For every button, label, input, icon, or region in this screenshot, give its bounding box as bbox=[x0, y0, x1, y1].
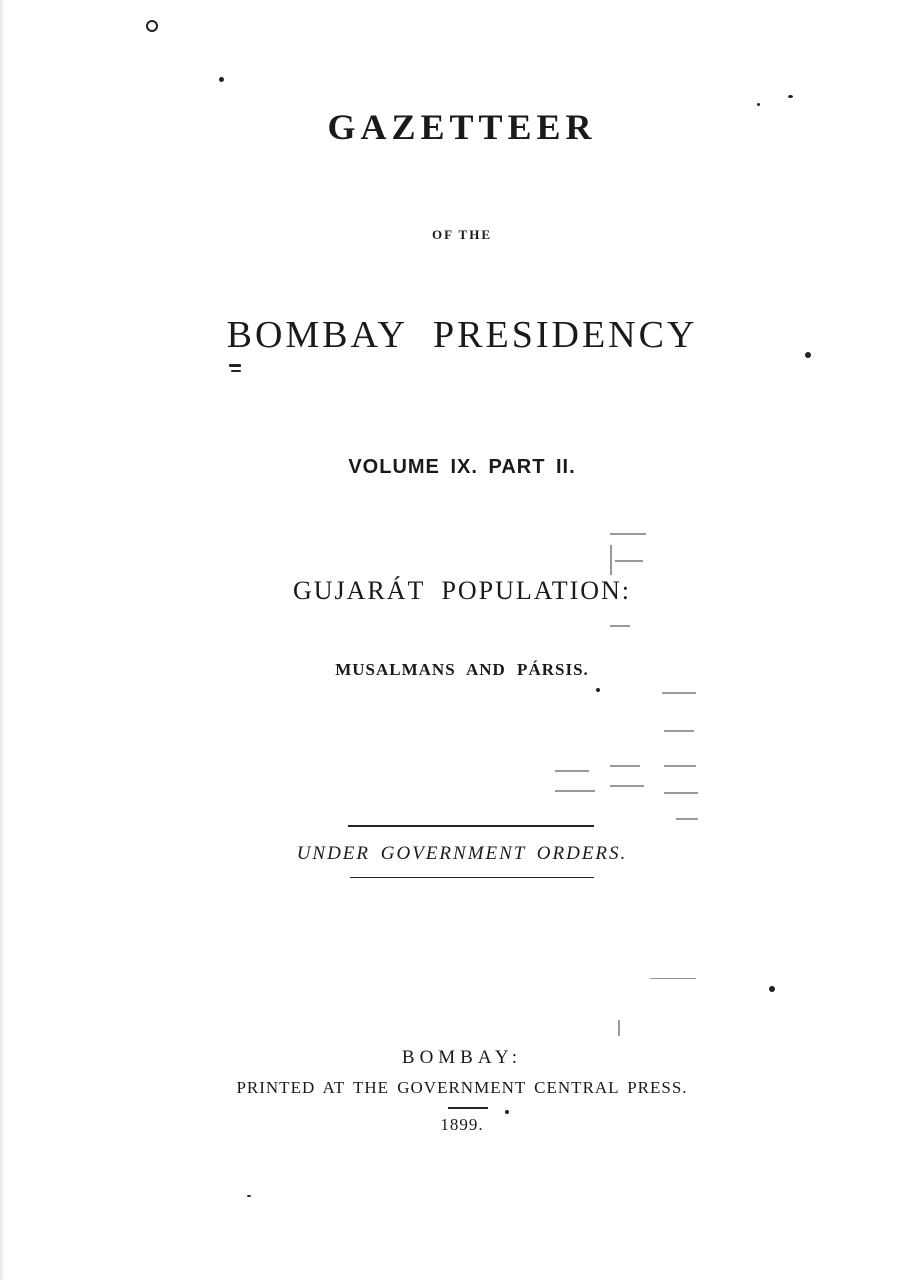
speck bbox=[610, 785, 644, 787]
speck bbox=[610, 533, 646, 535]
speck bbox=[231, 370, 241, 372]
authority-line: UNDER GOVERNMENT ORDERS. bbox=[296, 843, 628, 864]
imprint-city: BOMBAY: bbox=[401, 1047, 523, 1068]
speck bbox=[610, 765, 640, 767]
presidency-heading: BOMBAY PRESIDENCY bbox=[226, 314, 698, 356]
speck bbox=[505, 1110, 509, 1114]
subject-heading: GUJARÁT POPULATION: bbox=[292, 576, 632, 605]
divider-rule-top bbox=[348, 825, 594, 827]
speck bbox=[664, 792, 698, 794]
imprint-year: 1899. bbox=[440, 1115, 484, 1134]
speck bbox=[664, 765, 696, 767]
speck bbox=[664, 730, 694, 732]
speck bbox=[596, 688, 600, 692]
subject-subtitle: MUSALMANS AND PÁRSIS. bbox=[335, 660, 589, 679]
speck bbox=[662, 692, 696, 694]
speck bbox=[610, 545, 612, 575]
speck bbox=[610, 625, 630, 627]
speck bbox=[618, 1020, 620, 1036]
speck bbox=[788, 95, 793, 98]
speck bbox=[555, 790, 595, 792]
ink-mark-icon bbox=[146, 20, 158, 32]
speck bbox=[757, 103, 760, 106]
speck bbox=[650, 978, 696, 979]
speck bbox=[615, 560, 643, 562]
divider-rule-bottom bbox=[350, 877, 594, 878]
speck bbox=[219, 77, 224, 82]
year-rule bbox=[448, 1107, 488, 1109]
speck bbox=[229, 364, 241, 367]
volume-part: VOLUME IX. PART II. bbox=[348, 456, 576, 478]
speck bbox=[247, 1195, 251, 1197]
imprint-press: PRINTED AT THE GOVERNMENT CENTRAL PRESS. bbox=[236, 1078, 688, 1097]
speck bbox=[769, 986, 775, 992]
speck bbox=[676, 818, 698, 820]
speck bbox=[555, 770, 589, 772]
book-title: GAZETTEER bbox=[327, 107, 597, 147]
speck bbox=[805, 352, 811, 358]
title-connector: OF THE bbox=[431, 227, 493, 242]
